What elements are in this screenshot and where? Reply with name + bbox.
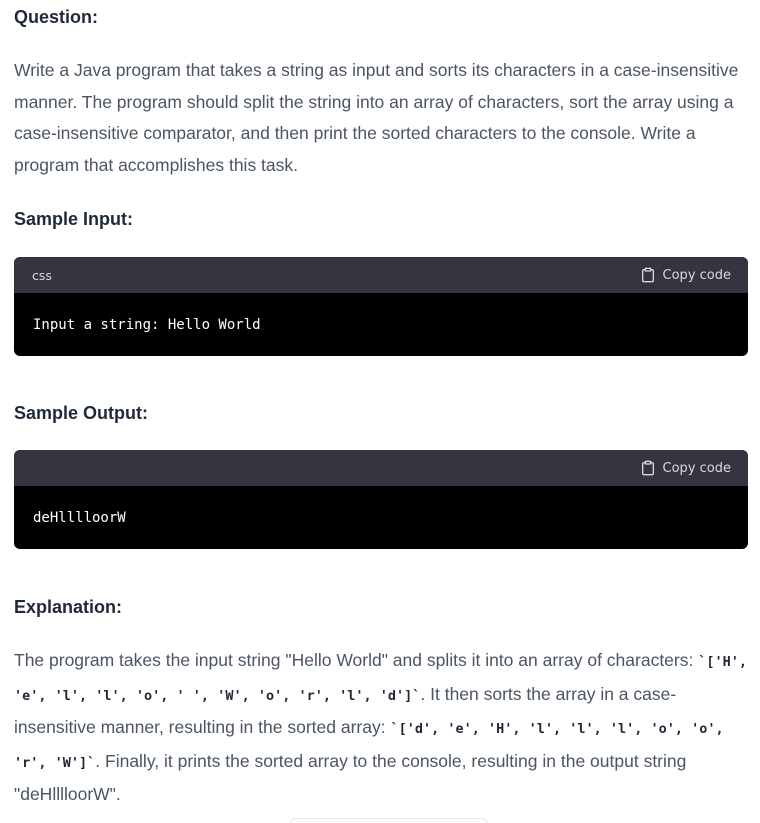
inline-code-sorted-array: `['d', 'e', 'H', 'l', 'l', 'l', 'o', 'o', 'r', 'W']` xyxy=(14,721,724,771)
inline-code-input-array: `['H', 'e', 'l', 'l', 'o', ' ', 'W', 'o', 'r', 'l', 'd']` xyxy=(14,654,747,704)
explanation-heading: Explanation: xyxy=(14,597,123,617)
code-text: deHlllloorW xyxy=(33,509,126,526)
sample-output-heading: Sample Output: xyxy=(14,403,148,423)
clipboard-icon xyxy=(640,460,656,476)
copy-code-label: Copy code xyxy=(662,267,731,283)
code-content xyxy=(14,293,748,356)
explanation-text-part: The program takes the input string "Hello World" and splits it into an array of characters: xyxy=(14,650,699,670)
code-content xyxy=(14,486,748,549)
explanation-text-part: . Finally, it prints the sorted array to the console, resulting in the output string "deHlllloorW". xyxy=(14,750,687,804)
clipboard-icon xyxy=(640,267,656,283)
question-text: Write a Java program that takes a string as input and sorts its characters in a case-insensitive manner. The program should split the string into an array of characters, sort the array using a case-insensitive comparator, and then print the sorted characters to the console. Write a program that accomplishes this task. xyxy=(14,60,739,175)
copy-code-button[interactable] xyxy=(640,460,731,476)
code-header xyxy=(14,257,748,293)
code-header xyxy=(14,450,748,486)
sample-input-heading: Sample Input: xyxy=(14,209,134,229)
sample-input-code-block xyxy=(14,257,748,356)
code-text: Input a string: Hello World xyxy=(33,316,261,333)
copy-code-label: Copy code xyxy=(662,460,731,476)
copy-code-button[interactable] xyxy=(640,267,731,283)
code-language-label: css xyxy=(32,267,52,283)
explanation-text-part: . It then sorts the array in a case-insensitive manner, resulting in the sorted array: xyxy=(14,683,677,737)
sample-output-code-block xyxy=(14,450,748,549)
explanation-text xyxy=(14,645,754,811)
question-heading: Question: xyxy=(14,7,98,27)
regenerate-button-partial[interactable] xyxy=(290,818,488,823)
